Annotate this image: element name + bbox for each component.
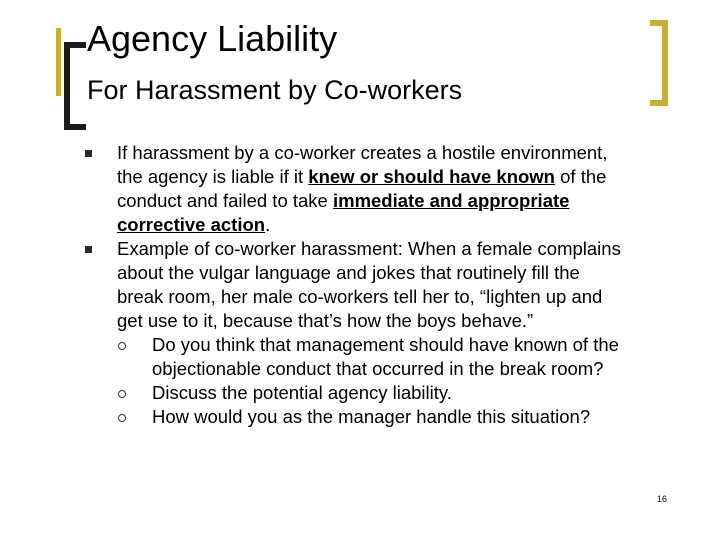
text-run: of the — [555, 166, 607, 187]
text-run: about the vulgar language and jokes that routinely fill the — [117, 262, 580, 283]
slide-frame-left-accent — [56, 28, 61, 96]
body-text-line — [117, 261, 580, 285]
page-number: 16 — [657, 494, 668, 504]
emphasized-text: corrective action — [117, 214, 266, 235]
text-run: break room, her male co-workers tell her to, “lighten up and — [117, 286, 603, 307]
slide-subtitle: For Harassment by Co-workers — [87, 75, 463, 105]
circle-bullet-icon — [118, 390, 126, 398]
body-text-line — [117, 237, 621, 261]
emphasized-text: knew or should have known — [308, 166, 555, 187]
circle-bullet-icon — [118, 342, 126, 350]
body-text-line — [117, 213, 270, 237]
body-text-line — [117, 165, 606, 189]
body-text-line — [152, 333, 619, 357]
slide-frame-right-bracket — [650, 20, 668, 106]
body-text-line — [117, 285, 602, 309]
circle-bullet-icon — [118, 414, 126, 422]
text-run: conduct and failed to take — [117, 190, 333, 211]
body-text-line — [152, 405, 590, 429]
text-run: Do you think that management should have known of the — [152, 334, 619, 355]
text-run: . — [265, 214, 271, 235]
text-run: Discuss the potential agency liability. — [152, 382, 452, 403]
text-run: Example of co-worker harassment: When a female complains — [117, 238, 621, 259]
body-text-line — [117, 309, 533, 333]
slide-frame-left-bracket — [64, 42, 86, 130]
text-run: get use to it, because that’s how the boys behave.” — [117, 310, 534, 331]
text-run: the agency is liable if it — [117, 166, 309, 187]
body-text-line — [117, 141, 607, 165]
text-run: objectionable conduct that occurred in the break room? — [152, 358, 604, 379]
body-text-line — [117, 189, 569, 213]
slide-title: Agency Liability — [87, 18, 338, 59]
emphasized-text: immediate and appropriate — [332, 190, 570, 211]
body-text-line — [152, 381, 452, 405]
square-bullet-icon — [85, 246, 92, 253]
text-run: If harassment by a co-worker creates a hostile environment, — [117, 142, 608, 163]
square-bullet-icon — [85, 150, 92, 157]
body-text-line — [152, 357, 603, 381]
text-run: How would you as the manager handle this situation? — [152, 406, 591, 427]
